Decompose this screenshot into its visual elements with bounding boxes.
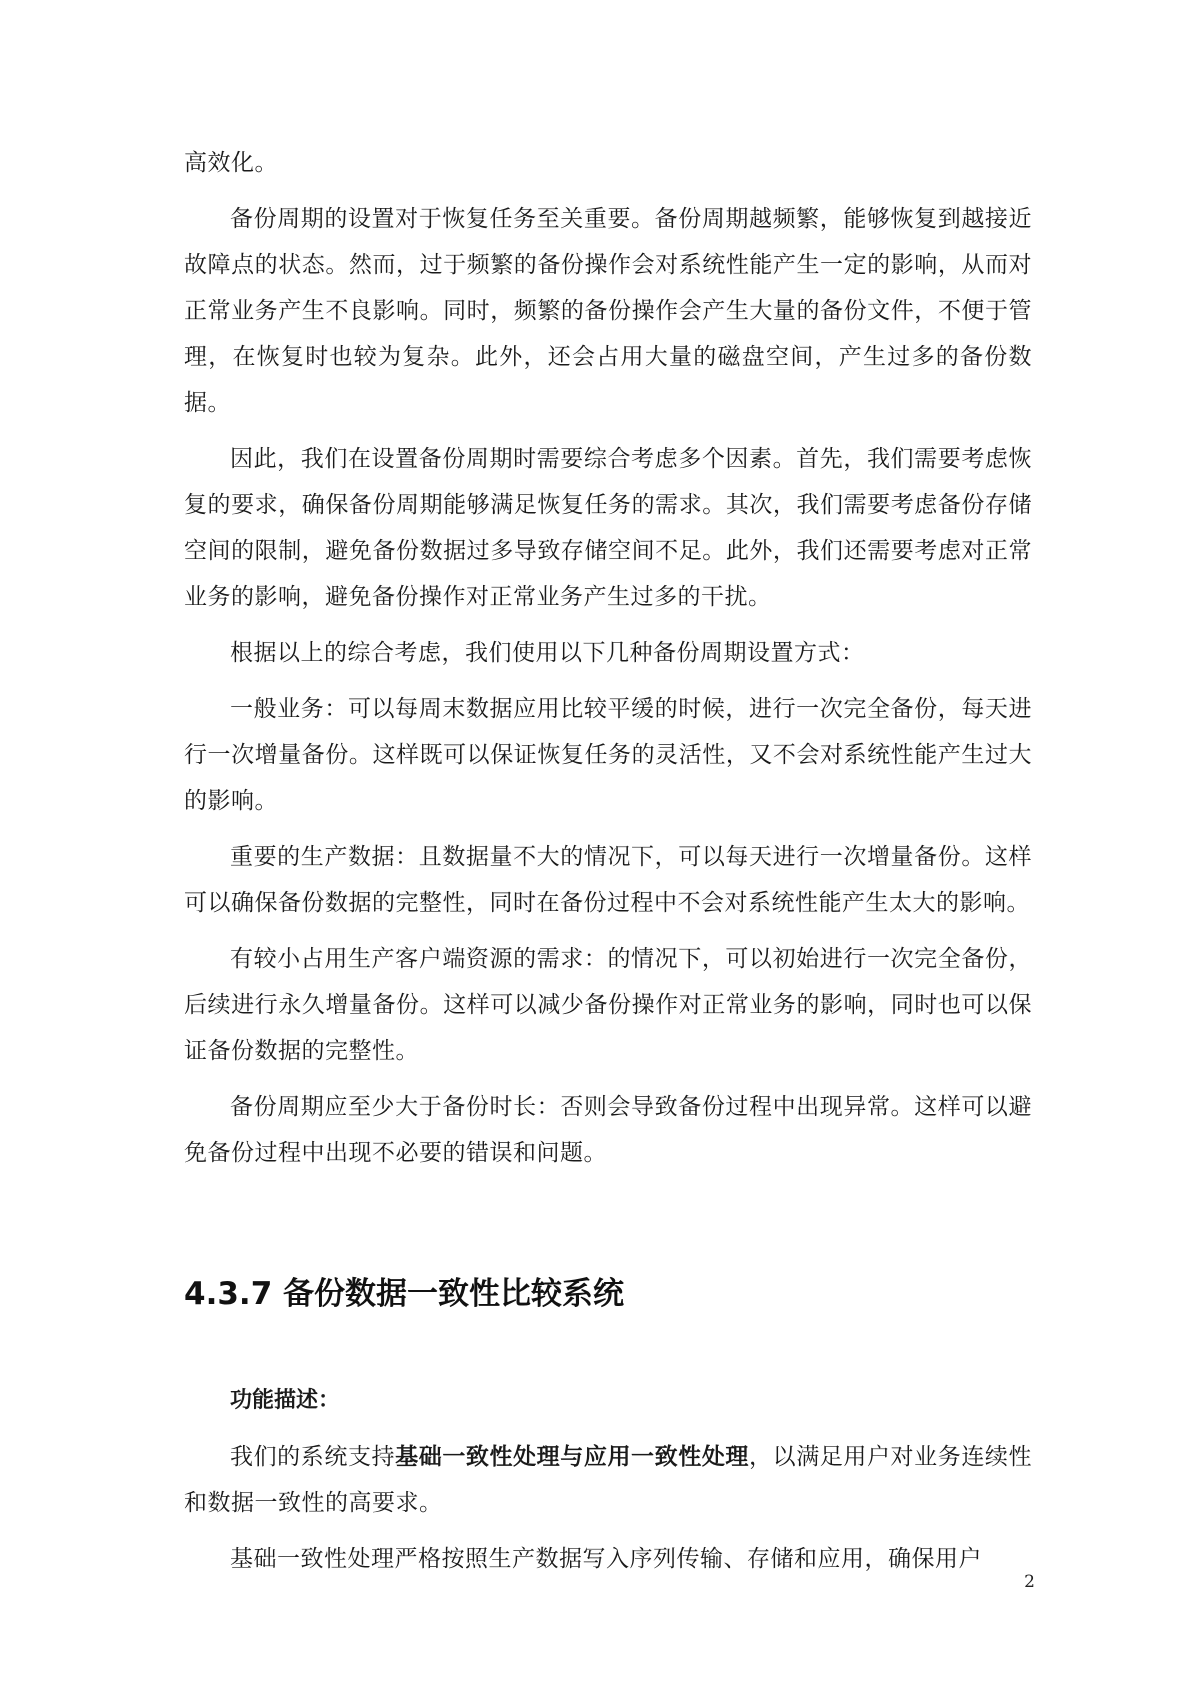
page-body bbox=[184, 140, 1032, 1592]
feature-text-before: 我们的系统支持 bbox=[230, 1444, 396, 1470]
paragraph-feature-support bbox=[184, 1434, 1032, 1526]
paragraph-low-resource-usage: 有较小占用生产客户端资源的需求：的情况下，可以初始进行一次完全备份，后续进行永久增量备份。这样可以减少备份操作对正常业务的影响，同时也可以保证备份数据的完整性。 bbox=[184, 946, 1032, 1064]
feature-text-emphasis: 基础一致性处理与应用一致性处理 bbox=[395, 1443, 750, 1470]
paragraph-important-production-data: 重要的生产数据：且数据量不大的情况下，可以每天进行一次增量备份。这样可以确保备份数据的完整性，同时在备份过程中不会对系统性能产生太大的影响。 bbox=[184, 844, 1032, 916]
subheading-feature-description: 功能描述： bbox=[230, 1388, 341, 1413]
paragraph-setting-methods-intro: 根据以上的综合考虑，我们使用以下几种备份周期设置方式： bbox=[230, 640, 865, 666]
paragraph-continuation: 高效化。 bbox=[184, 150, 278, 176]
paragraph-cycle-vs-duration: 备份周期应至少大于备份时长：否则会导致备份过程中出现异常。这样可以避免备份过程中出现不必要的错误和问题。 bbox=[184, 1094, 1032, 1166]
section-heading: 4.3.7 备份数据一致性比较系统 bbox=[184, 1276, 625, 1312]
paragraph-backup-cycle-importance: 备份周期的设置对于恢复任务至关重要。备份周期越频繁，能够恢复到越接近故障点的状态。然而，过于频繁的备份操作会对系统性能产生一定的影响，从而对正常业务产生不良影响。同时，频繁的备份操作会产生大量的备份文件，不便于管理，在恢复时也较为复杂。此外，还会占用大量的磁盘空间，产生过多的备份数据。 bbox=[184, 206, 1032, 416]
paragraph-considerations: 因此，我们在设置备份周期时需要综合考虑多个因素。首先，我们需要考虑恢复的要求，确保备份周期能够满足恢复任务的需求。其次，我们需要考虑备份存储空间的限制，避免备份数据过多导致存储空间不足。此外，我们还需要考虑对正常业务的影响，避免备份操作对正常业务产生过多的干扰。 bbox=[184, 446, 1032, 610]
page-number: 2 bbox=[1024, 1572, 1035, 1592]
paragraph-general-business: 一般业务：可以每周末数据应用比较平缓的时候，进行一次完全备份，每天进行一次增量备份。这样既可以保证恢复任务的灵活性，又不会对系统性能产生过大的影响。 bbox=[184, 696, 1032, 814]
feature-text-after: ，以满足用户对业务连续性和数据一致性的高要求。 bbox=[184, 1444, 1033, 1516]
paragraph-basic-consistency: 基础一致性处理严格按照生产数据写入序列传输、存储和应用，确保用户 bbox=[230, 1546, 982, 1572]
